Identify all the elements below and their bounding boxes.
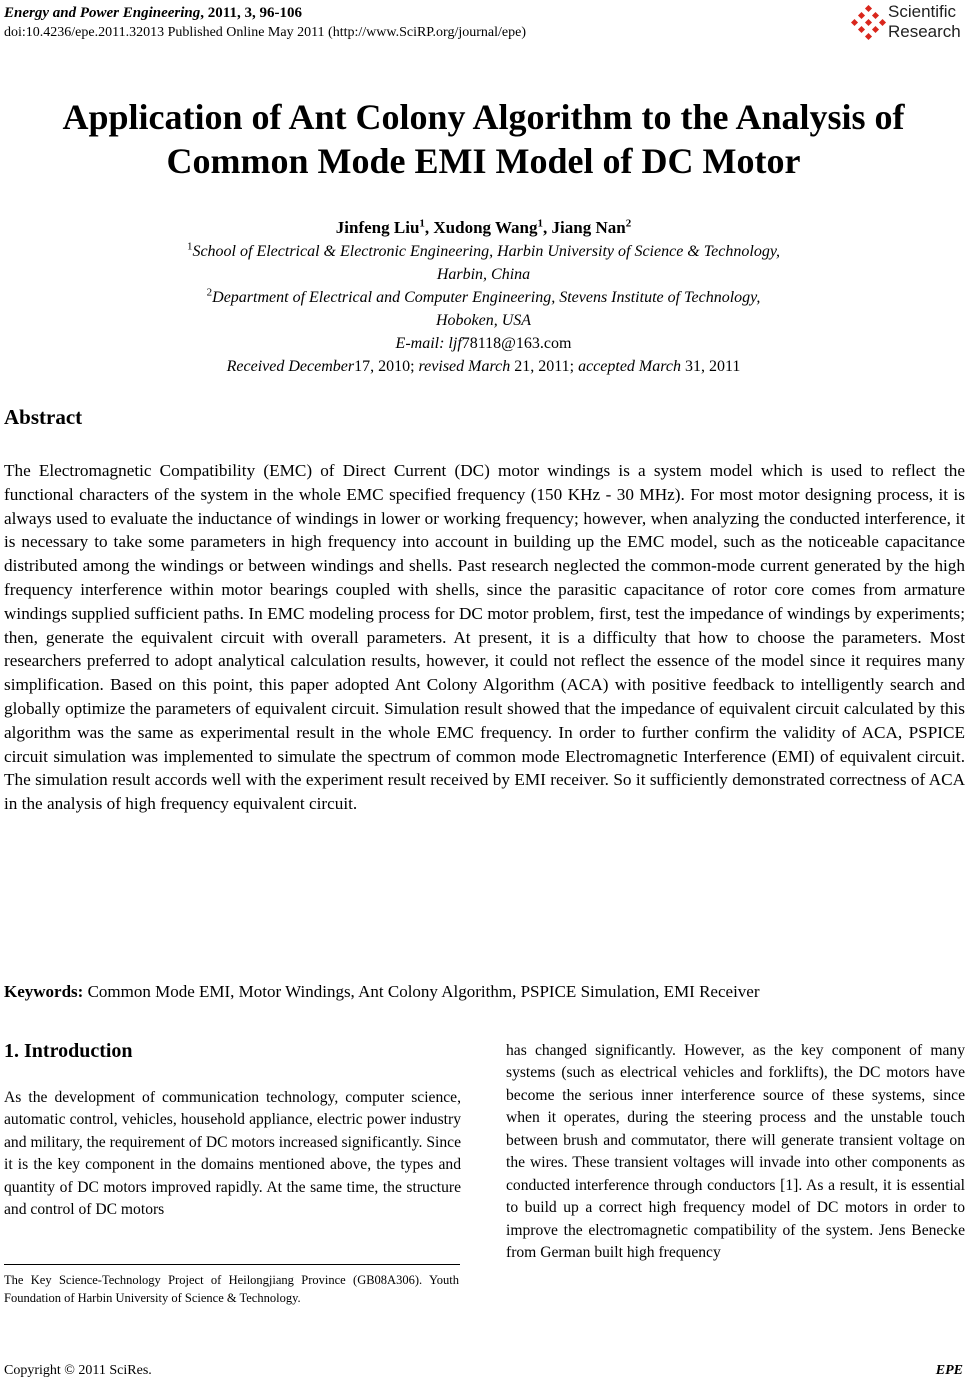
abstract-heading: Abstract — [4, 405, 83, 429]
author-affiliation-mark: 1 — [419, 217, 425, 230]
received-label: Received December — [226, 358, 355, 375]
footnote-divider — [4, 1264, 460, 1265]
paper-title — [0, 95, 967, 183]
title-line-1: Application of Ant Colony Algorithm to the Analysis of — [62, 97, 905, 137]
email-address: 78118@163.com — [461, 335, 572, 352]
affiliation-2-line-1 — [0, 286, 967, 309]
affiliation-2-line-2: Hoboken, USA — [435, 312, 532, 329]
doi-line: doi:10.4236/epe.2011.32013 Published Online May 2011 (http://www.SciRP.org/journal/epe) — [4, 25, 526, 40]
email-prefix: ljf — [448, 335, 462, 352]
publisher-logo — [851, 2, 967, 44]
title-line-2: Common Mode EMI Model of DC Motor — [166, 141, 801, 181]
revised-date: 21, 2011; — [514, 358, 579, 375]
revised-label: revised March — [418, 358, 515, 375]
email-label: E-mail: — [395, 335, 449, 352]
author-affiliation-mark: 2 — [625, 217, 632, 230]
affiliation-text: Department of Electrical and Computer Engineering, Stevens Institute of Technology, — [212, 289, 761, 306]
logo-line-1: Scientific — [888, 2, 957, 21]
author-list — [0, 217, 967, 239]
intro-right-column: has changed significantly. However, as the key component of many systems (such as electrical vehicles and forklifts), the DC motors have become the serious inner interference source of these systems, since when it operates, during the steering process and the unstable touch between brush and commutator, there will generate transient voltage on the wires. These transient voltages will invade into other components as conducted interference through conductors [1]. As a result, it is essential to build up a correct high frequency model of DC motors in order to improve the electromagnetic compatibility of the system. Jens Benecke from German built high frequency — [506, 1042, 965, 1262]
section-heading-introduction: 1. Introduction — [4, 1040, 133, 1062]
scirp-logo-icon — [851, 5, 887, 41]
accepted-date: 31, 2011 — [684, 358, 741, 375]
footer-journal-abbr: EPE — [935, 1363, 963, 1378]
journal-volume: , 2011, 3, 96-106 — [200, 5, 302, 21]
author-name: Xudong Wang — [433, 218, 538, 237]
accepted-label: accepted March — [578, 358, 685, 375]
logo-line-2: Research — [888, 22, 961, 41]
keywords-label: Keywords: — [4, 982, 84, 1001]
intro-left-column: As the development of communication technology, computer science, automatic control, vehicles, household appliance, electric power industry and military, the requirement of DC motors increased significantly. Since it is the key component in the domains mentioned above, the types and quantity of DC motors improved rapidly. At the same time, the structure and control of DC motors — [4, 1089, 461, 1219]
journal-citation — [4, 4, 302, 23]
affiliation-1-line-2: Harbin, China — [436, 266, 531, 283]
abstract-body: The Electromagnetic Compatibility (EMC) of Direct Current (DC) motor windings is a system model which is used to reflect the functional characters of the system in the whole EMC specified frequency (150 KHz - 30 MHz). For most motor designing process, it is always used to evaluate the inductance of windings in lower or working frequency; however, when analyzing the conducted interference, it is necessary to take some parameters in high frequency into account in building up the EMC model, such as the noticeable capacitance distributed among the windings or between windings and shells. Past research neglected the common-mode current generated by the high frequency interference within motor bearings coupled with shells, since the parasitic capacitance of rotor core comes from armature windings supplied sufficient paths. In EMC modeling process for DC motor problem, first, test the impedance of windings by experiments; then, generate the equivalent circuit with overall parameters. At present, it is a difficulty that how to choose the parameters. Most researchers preferred to adopt analytical calculation results, however, it could not reflect the essence of the model since it requires many simplification. Based on this point, this paper adopted Ant Colony Algorithm (ACA) with positive feedback to intelligently search and globally optimize the parameters of equivalent circuit. Simulation result showed that the impedance of equivalent circuit calculated by this algorithm was the same as experimental result in the whole EMC frequency. In order to further confirm the validity of ACA, PSPICE circuit simulation was implemented to simulate the spectrum of common mode Electromagnetic Interference (EMI) of equivalent circuit. The simulation result accords well with the experiment result received by EMI receiver. So it sufficiently demonstrated correctness of ACA in the analysis of high frequency equivalent circuit. — [4, 461, 965, 814]
email-line — [0, 332, 967, 355]
journal-name: Energy and Power Engineering — [4, 5, 201, 21]
author-separator: , — [543, 218, 552, 237]
logo-wordmark — [888, 2, 961, 42]
author-name: Jiang Nan — [551, 218, 626, 237]
affiliation-mark: 2 — [206, 286, 213, 299]
affiliation-mark: 1 — [186, 240, 193, 253]
author-affiliation-mark: 1 — [537, 217, 544, 230]
received-dates — [0, 355, 967, 378]
received-date: 17, 2010; — [354, 358, 419, 375]
author-separator: , — [424, 218, 434, 237]
affiliation-text: School of Electrical & Electronic Engineering, Harbin University of Science & Technology, — [192, 243, 781, 260]
funding-footnote: The Key Science-Technology Project of Heilongjiang Province (GB08A306). Youth Foundation of Harbin University of Science & Technology. — [4, 1273, 459, 1305]
keywords-line — [4, 981, 967, 1003]
keywords-text: Common Mode EMI, Motor Windings, Ant Colony Algorithm, PSPICE Simulation, EMI Receiver — [83, 982, 760, 1001]
author-name: Jinfeng Liu — [335, 218, 420, 237]
affiliation-1-line-1 — [0, 240, 967, 263]
copyright-notice: Copyright © 2011 SciRes. — [4, 1363, 152, 1378]
